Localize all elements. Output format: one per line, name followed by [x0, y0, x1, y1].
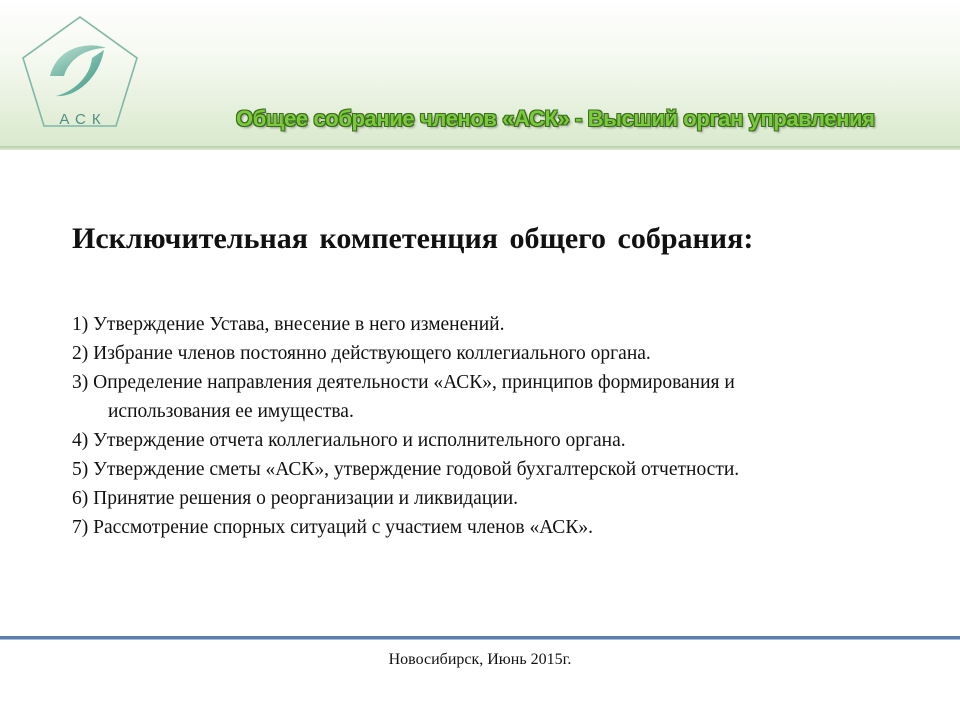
list-item: [72, 484, 922, 513]
slide-title: Общее собрание членов «АСК» - Высший орган управления: [236, 106, 875, 131]
list-item: [72, 339, 922, 368]
list-item: [72, 455, 922, 484]
list-item: [72, 513, 922, 542]
list-item-text: 1) Утверждение Устава, внесение в него изменений.: [72, 314, 505, 335]
list-item: [72, 310, 922, 339]
list-item: [72, 426, 922, 455]
list-item: [72, 368, 922, 426]
ask-logo: [20, 14, 140, 132]
header-divider: [0, 146, 960, 150]
competence-list: [72, 310, 922, 542]
list-item-text: 2) Избрание членов постоянно действующего коллегиального органа.: [72, 343, 651, 364]
list-item-text: 7) Рассмотрение спорных ситуаций с участием членов «АСК».: [72, 517, 593, 538]
logo-text: АСК: [59, 111, 107, 128]
list-item-text: 4) Утверждение отчета коллегиального и исполнительного органа.: [72, 430, 626, 451]
list-item-text: 5) Утверждение сметы «АСК», утверждение годовой бухгалтерской отчетности.: [72, 459, 740, 480]
main-heading: Исключительная компетенция общего собрания:: [72, 222, 754, 255]
list-item-text: 3) Определение направления деятельности «АСК», принципов формирования и: [72, 372, 735, 393]
footer-text: Новосибирск, Июнь 2015г.: [388, 651, 572, 668]
list-item-text: 6) Принятие решения о реорганизации и ликвидации.: [72, 488, 519, 509]
footer-divider-shadow: [0, 639, 960, 640]
list-item-continuation: использования ее имущества.: [108, 401, 354, 422]
